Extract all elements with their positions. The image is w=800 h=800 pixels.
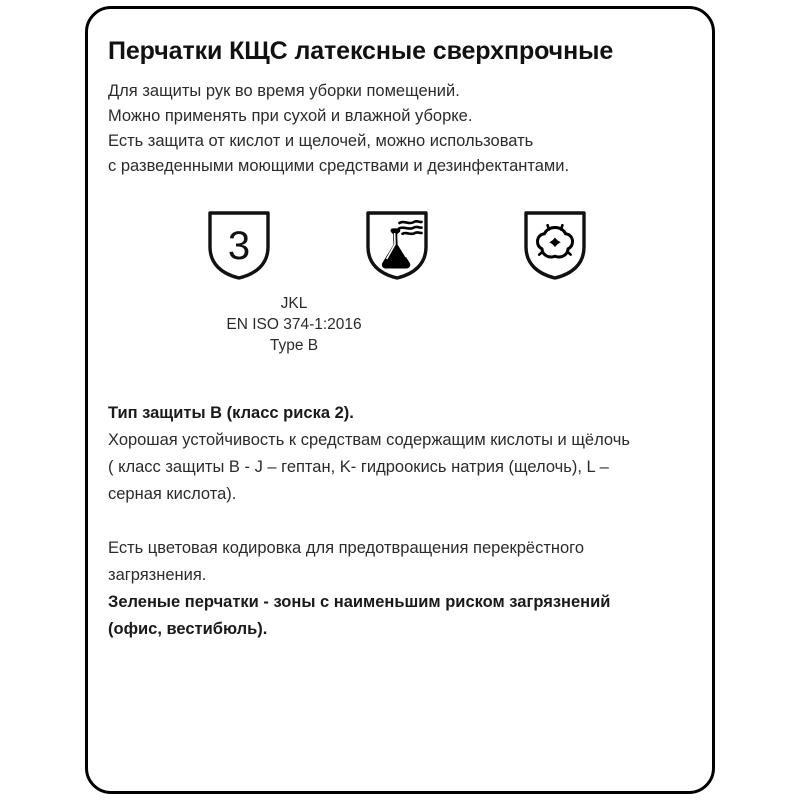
colour-coding-block — [88, 535, 718, 643]
micro-organism-shield-icon — [522, 209, 588, 281]
protection-line-3: серная кислота). — [108, 485, 237, 503]
product-info-card — [85, 6, 715, 794]
intro-paragraph — [88, 79, 718, 179]
protection-line-1: Хорошая устойчивость к средствам содержащим кислоты и щёлочь — [108, 431, 630, 449]
intro-line-2: Можно применять при сухой и влажной уборке. — [108, 107, 473, 125]
card-content — [88, 9, 718, 643]
standard-marking — [88, 293, 718, 356]
intro-line-1: Для защиты рук во время уборки помещений. — [108, 82, 460, 100]
low-chemical-risk-shield-icon — [206, 209, 272, 281]
colour-coding-line-1: Есть цветовая кодировка для предотвращения перекрёстного — [108, 539, 585, 557]
chemical-resistance-shield-icon — [364, 209, 430, 281]
standard-line-norm: EN ISO 374-1:2016 — [226, 316, 362, 333]
green-gloves-line-1: Зеленые перчатки - зоны с наименьшим риском загрязнений — [108, 593, 611, 611]
protection-type-block — [88, 400, 718, 508]
colour-coding-line-2: загрязнения. — [108, 566, 207, 584]
pictogram-row — [88, 209, 718, 281]
protection-heading: Тип защиты B (класс риска 2). — [108, 404, 354, 422]
protection-line-2: ( класс защиты B - J – гептан, K- гидроокись натрия (щелочь), L – — [108, 458, 609, 476]
green-gloves-line-2: (офис, вестибюль). — [108, 620, 268, 638]
standard-line-code: JKL — [280, 295, 308, 312]
page-title: Перчатки КЩС латексные сверхпрочные — [108, 37, 614, 65]
intro-line-3: Есть защита от кислот и щелочей, можно использовать — [108, 132, 534, 150]
svg-text:3: 3 — [227, 224, 251, 268]
standard-line-type: Type B — [269, 337, 319, 354]
intro-line-4: с разведенными моющими средствами и дезинфектантами. — [108, 157, 570, 175]
